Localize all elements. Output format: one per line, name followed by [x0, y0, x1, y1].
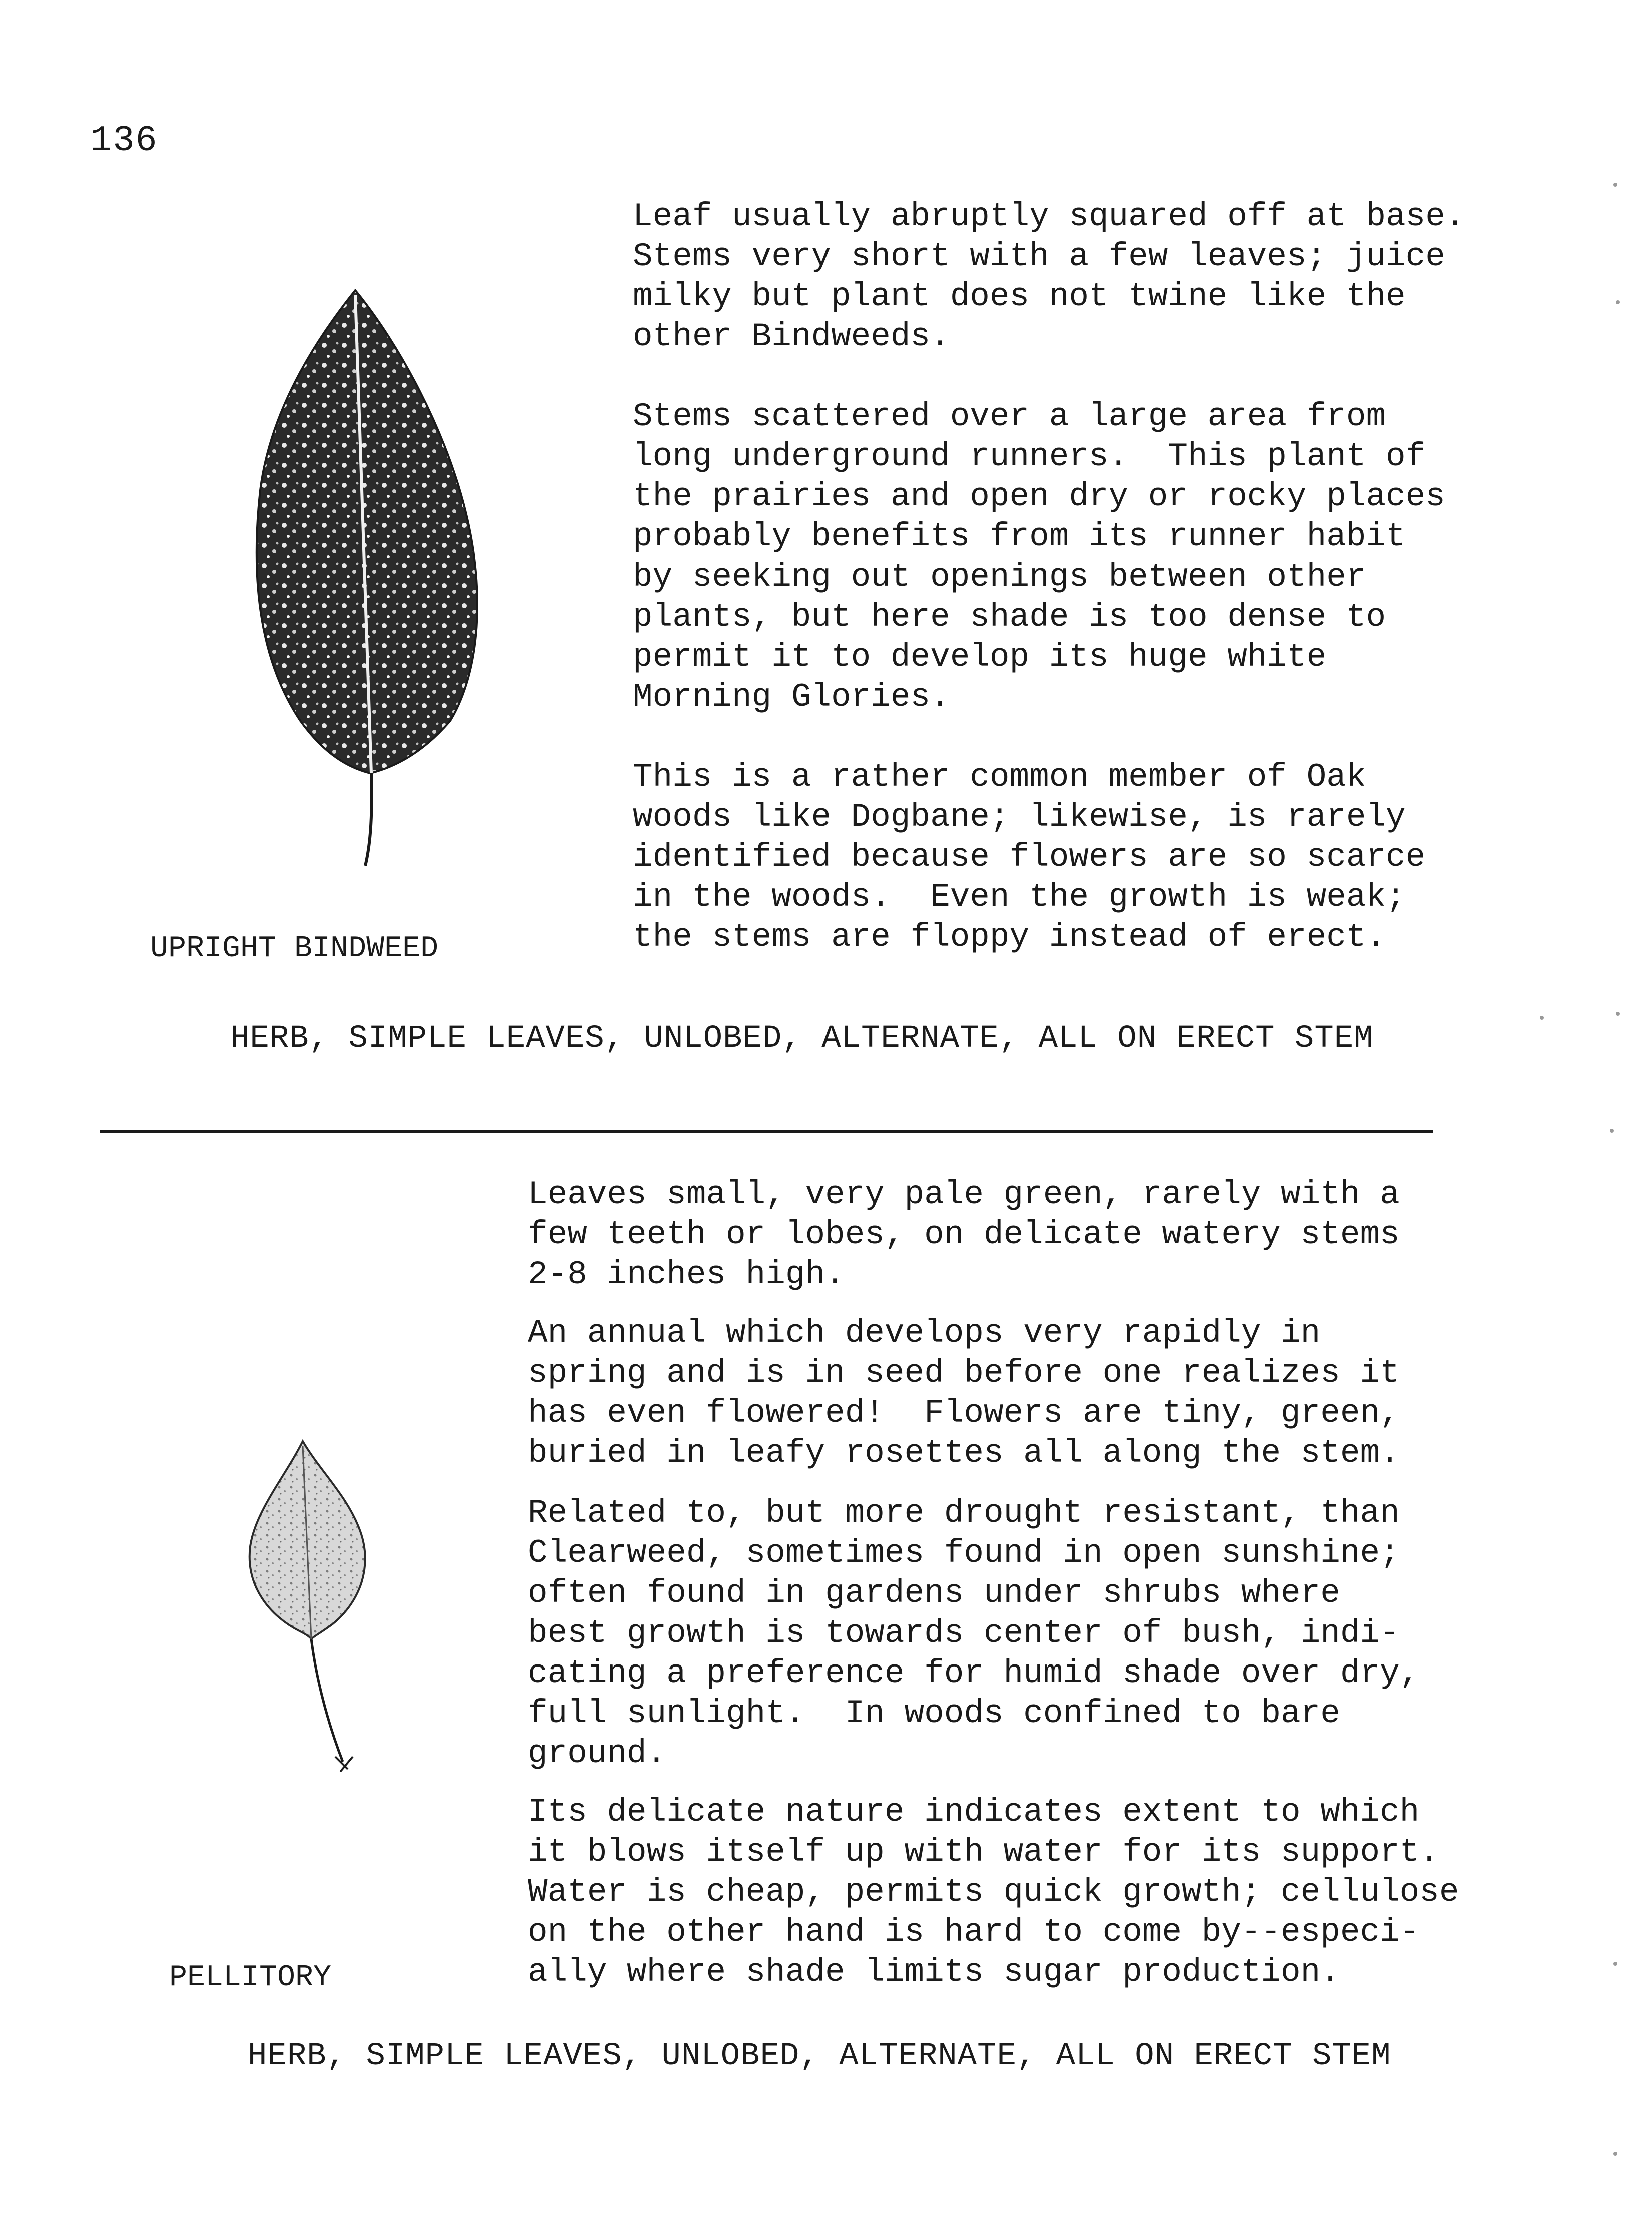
pellitory-plant-name: PELLITORY: [169, 1961, 332, 1995]
scan-speck: [1613, 1962, 1617, 1966]
bindweed-paragraph-1: Leaf usually abruptly squared off at base. Stems very short with a few leaves; juice milky but plant does not twine like the other Bindweeds.: [633, 198, 1465, 355]
pellitory-paragraph-2: An annual which develops very rapidly in spring and is in seed before one realizes it has even flowered! Flowers are tiny, green, buried in leafy rosettes all along the stem.: [528, 1314, 1400, 1472]
bindweed-classification: HERB, SIMPLE LEAVES, UNLOBED, ALTERNATE, ALL ON ERECT STEM: [230, 1021, 1374, 1057]
bindweed-paragraph-3: This is a rather common member of Oak woods like Dogbane; likewise, is rarely identified because flowers are so scarce in the woods. Even the growth is weak; the stems are floppy instead of erect.: [633, 758, 1426, 956]
pellitory-paragraph-1: Leaves small, very pale green, rarely with a few teeth or lobes, on delicate watery stems 2-8 inches high.: [528, 1176, 1400, 1293]
page-number: 136: [90, 120, 158, 161]
section-divider: [100, 1130, 1433, 1133]
scan-speck: [1616, 300, 1620, 304]
scan-speck: [1610, 1129, 1614, 1133]
pellitory-paragraph-4: Its delicate nature indicates extent to which it blows itself up with water for its support. Water is cheap, permits quick growth; cellulose on the other hand is hard to come by--especi- ally where shade limits sugar production.: [528, 1793, 1459, 1991]
upright-bindweed-leaf-print: [240, 280, 500, 881]
scan-speck: [1616, 1012, 1620, 1016]
pellitory-leaf-print: [240, 1436, 390, 1787]
pellitory-paragraph-3: Related to, but more drought resistant, than Clearweed, sometimes found in open sunshine; often found in gardens under shrubs where best growth is towards center of bush, indi- cating a preference for humid shade over dry, full sunlight. In woods confined to bare ground.: [528, 1494, 1420, 1772]
scan-speck: [1540, 1016, 1544, 1020]
scan-speck: [1613, 183, 1617, 187]
bindweed-plant-name: UPRIGHT BINDWEED: [150, 932, 439, 966]
scan-speck: [1613, 2152, 1617, 2156]
pellitory-classification: HERB, SIMPLE LEAVES, UNLOBED, ALTERNATE, ALL ON ERECT STEM: [248, 2038, 1391, 2074]
bindweed-paragraph-2: Stems scattered over a large area from long underground runners. This plant of the prairies and open dry or rocky places probably benefits from its runner habit by seeking out openings between other plants, but here shade is too dense to permit it to develop its huge white Morning Glories.: [633, 398, 1445, 716]
